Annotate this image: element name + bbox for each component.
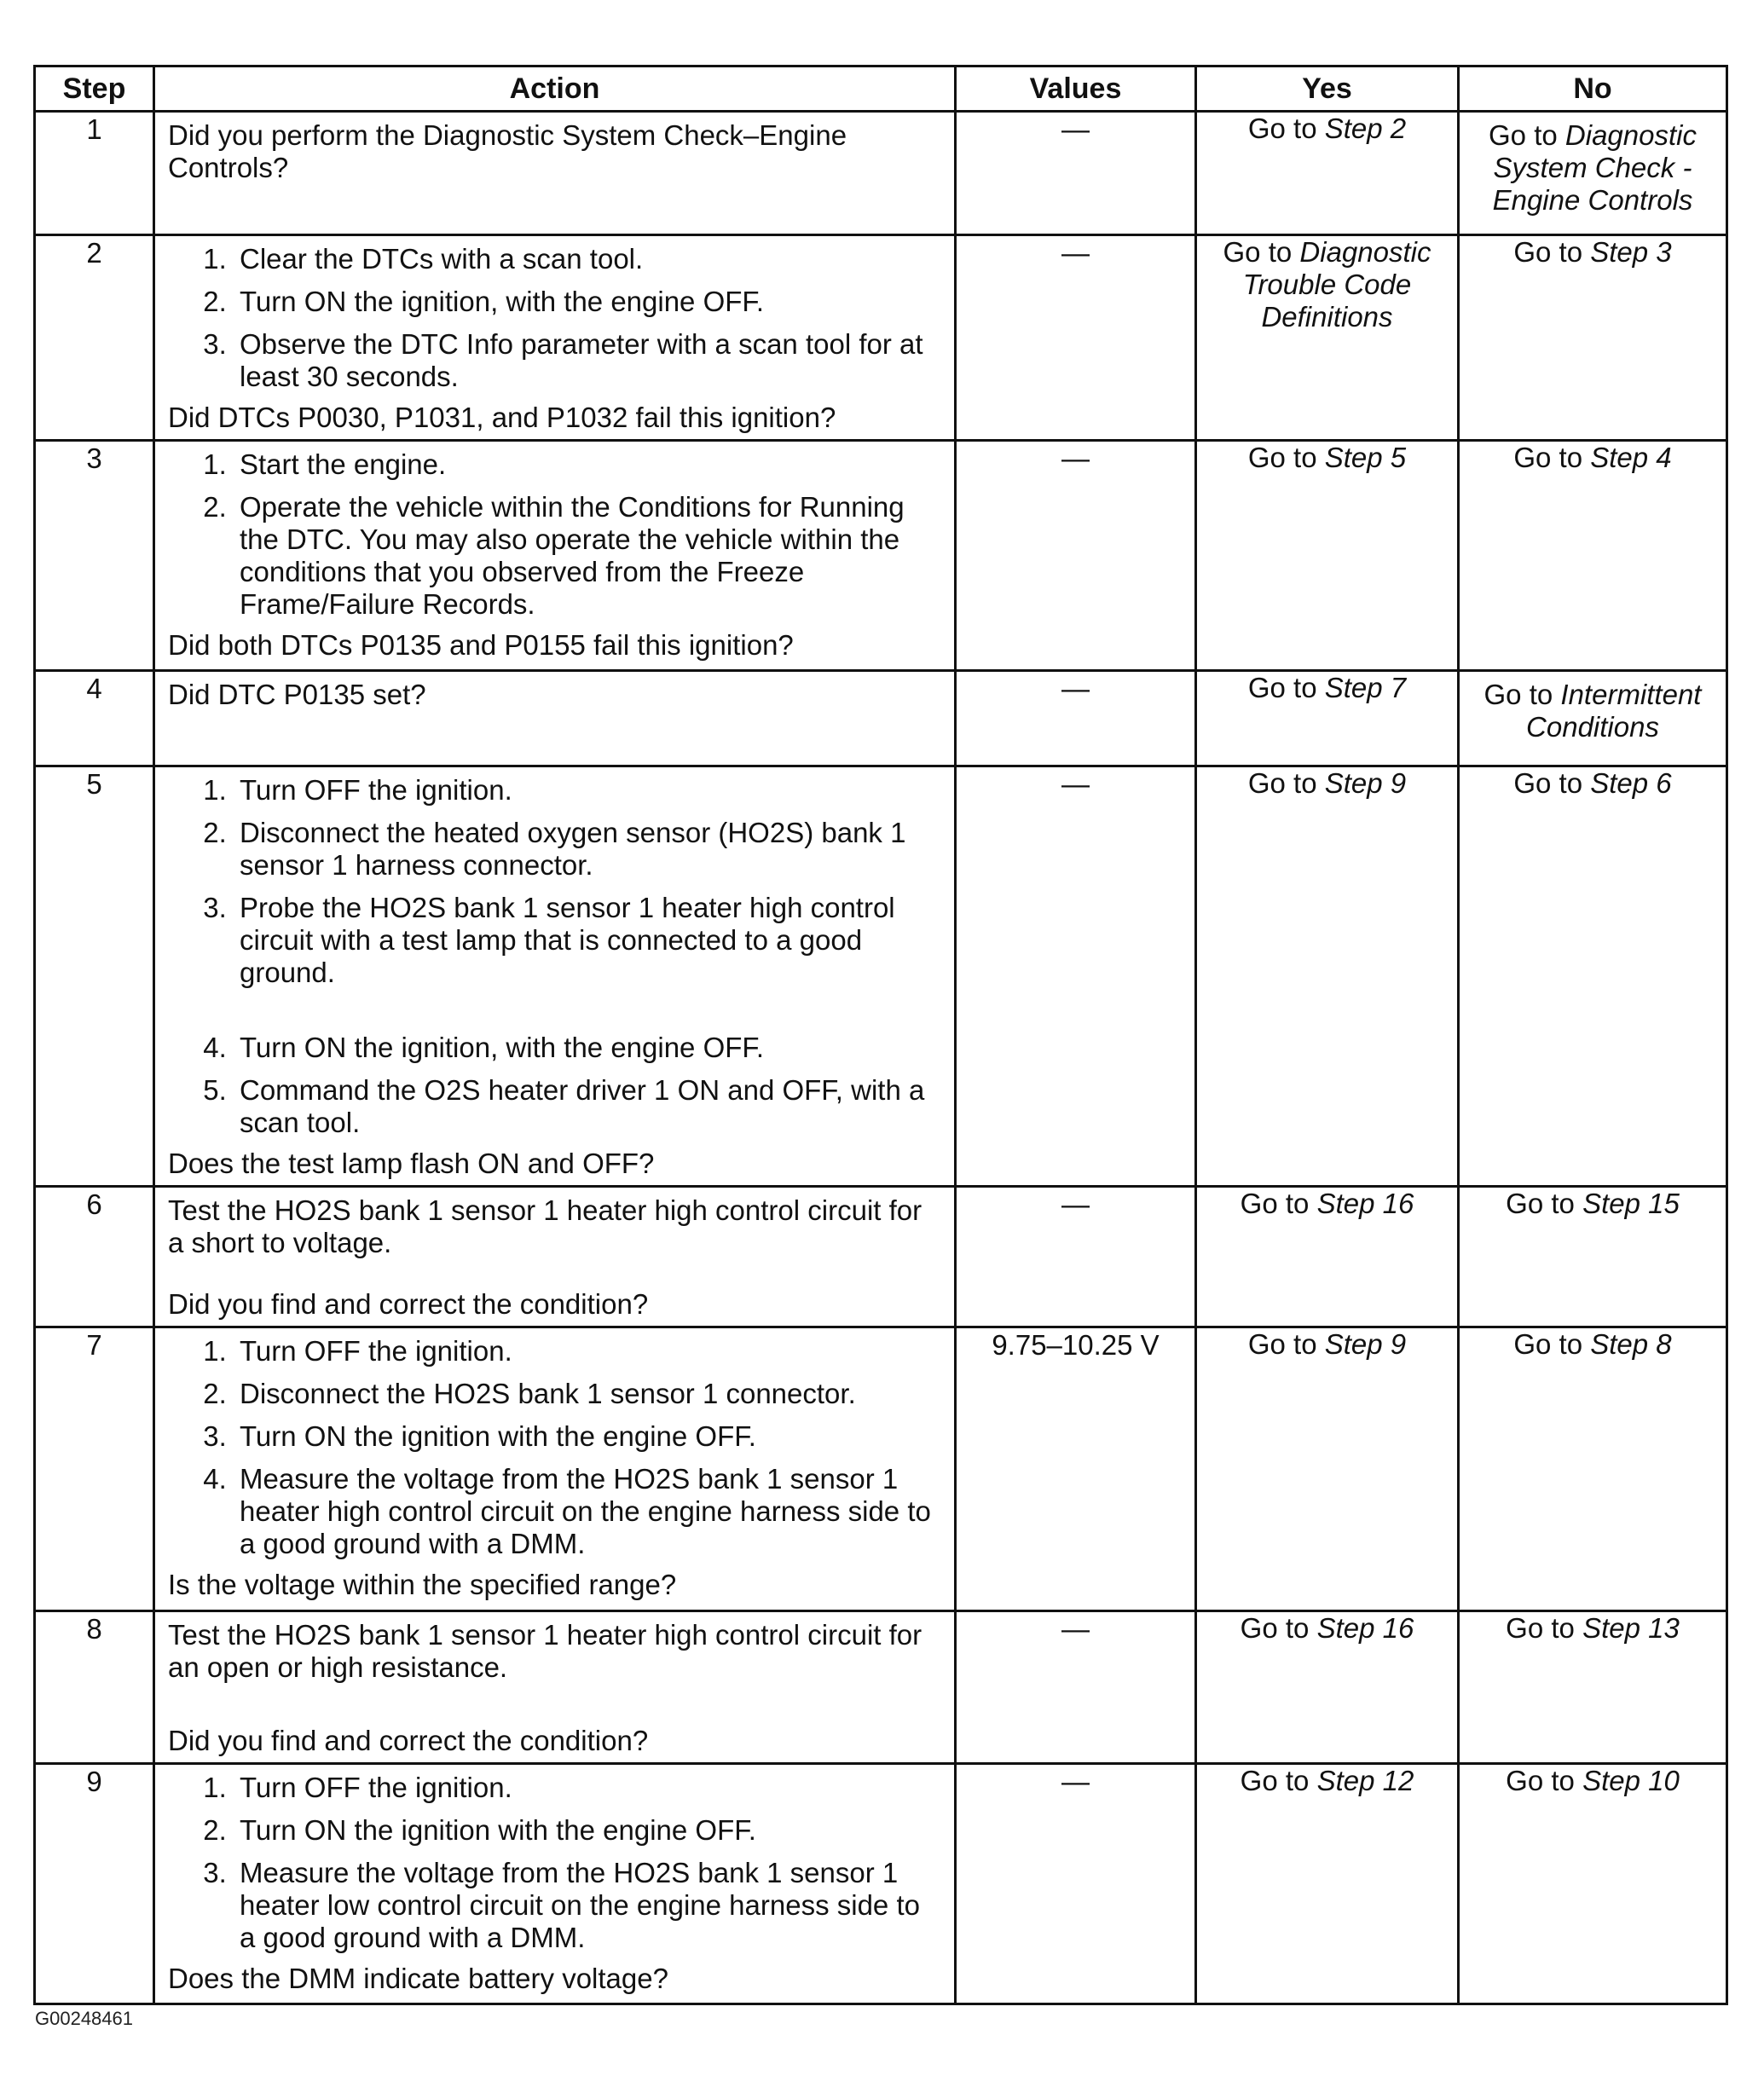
action-question: Does the test lamp flash ON and OFF? <box>168 1148 655 1179</box>
step-number: 4 <box>35 671 154 766</box>
action-cell <box>154 671 956 766</box>
step-link[interactable]: Step 16 <box>1316 1188 1414 1219</box>
substep-item: 1. Turn OFF the ignition. <box>234 774 942 807</box>
table-row <box>35 1764 1727 2004</box>
substep-item: 5. Command the O2S heater driver 1 ON and OFF, with a scan tool. <box>234 1074 942 1139</box>
header-step: Step <box>35 66 154 112</box>
go-to-prefix: Go to <box>1247 767 1325 799</box>
action-cell <box>154 441 956 671</box>
procedure-link[interactable]: Intermittent Conditions <box>1526 679 1702 743</box>
table-header-row <box>35 66 1727 112</box>
action-question: Did you find and correct the condition? <box>168 1725 649 1756</box>
yes-cell[interactable] <box>1196 1187 1459 1327</box>
substep-item: 2. Disconnect the HO2S bank 1 sensor 1 connector. <box>234 1378 942 1410</box>
step-link[interactable]: Step 2 <box>1324 113 1407 144</box>
step-number: 7 <box>35 1327 154 1611</box>
substep-item: 3. Observe the DTC Info parameter with a scan tool for at least 30 seconds. <box>234 328 942 393</box>
substep-item: 2. Turn ON the ignition, with the engine OFF. <box>234 286 942 318</box>
table-row <box>35 441 1727 671</box>
yes-cell[interactable] <box>1196 766 1459 1187</box>
yes-cell[interactable] <box>1196 441 1459 671</box>
go-to-prefix: Go to <box>1247 113 1325 144</box>
substep-item: 1. Turn OFF the ignition. <box>234 1335 942 1368</box>
substep-item: 2. Turn ON the ignition with the engine OFF. <box>234 1814 942 1847</box>
header-action: Action <box>154 66 956 112</box>
step-link[interactable]: Step 16 <box>1316 1612 1414 1644</box>
substep-item: 1. Clear the DTCs with a scan tool. <box>234 243 942 275</box>
substep-item: 2. Disconnect the heated oxygen sensor (HO2S) bank 1 sensor 1 harness connector. <box>234 817 942 882</box>
no-cell[interactable] <box>1459 1764 1727 2004</box>
substep-item: 3. Probe the HO2S bank 1 sensor 1 heater high control circuit with a test lamp that is connected to a good ground. <box>234 892 942 989</box>
yes-cell[interactable] <box>1196 1327 1459 1611</box>
values-cell: — <box>956 1611 1196 1764</box>
yes-cell[interactable] <box>1196 112 1459 235</box>
values-cell: 9.75–10.25 V <box>956 1327 1196 1611</box>
substep-list <box>168 243 942 393</box>
no-cell[interactable] <box>1459 1187 1727 1327</box>
go-to-prefix: Go to <box>1240 1188 1317 1219</box>
action-cell <box>154 1187 956 1327</box>
figure-id: G00248461 <box>35 2008 133 2029</box>
substep-list <box>168 774 942 1139</box>
no-cell[interactable] <box>1459 441 1727 671</box>
step-number: 1 <box>35 112 154 235</box>
values-cell: — <box>956 441 1196 671</box>
procedure-link[interactable]: Diagnostic Trouble Code Definitions <box>1242 236 1431 332</box>
header-no: No <box>1459 66 1727 112</box>
header-yes: Yes <box>1196 66 1459 112</box>
step-link[interactable]: Step 15 <box>1582 1188 1680 1219</box>
action-cell <box>154 766 956 1187</box>
table-row <box>35 235 1727 441</box>
step-link[interactable]: Step 6 <box>1590 767 1672 799</box>
no-cell[interactable] <box>1459 235 1727 441</box>
substep-item: 4. Turn ON the ignition, with the engine OFF. <box>234 1032 942 1064</box>
go-to-prefix: Go to <box>1506 1188 1583 1219</box>
substep-item: 3. Turn ON the ignition with the engine OFF. <box>234 1420 942 1453</box>
yes-cell[interactable] <box>1196 235 1459 441</box>
substep-list <box>168 448 942 621</box>
substep-item: 3. Measure the voltage from the HO2S bank 1 sensor 1 heater low control circuit on the engine harness side to a good ground with a DMM. <box>234 1857 942 1954</box>
go-to-prefix: Go to <box>1240 1765 1317 1796</box>
go-to-prefix: Go to <box>1247 672 1325 703</box>
step-number: 6 <box>35 1187 154 1327</box>
go-to-prefix: Go to <box>1240 1612 1317 1644</box>
table-row <box>35 1187 1727 1327</box>
table-row <box>35 1611 1727 1764</box>
step-link[interactable]: Step 13 <box>1582 1612 1680 1644</box>
action-question: Is the voltage within the specified range? <box>168 1569 677 1600</box>
step-link[interactable]: Step 12 <box>1316 1765 1414 1796</box>
action-cell <box>154 112 956 235</box>
step-link[interactable]: Step 4 <box>1590 442 1672 473</box>
action-question: Did both DTCs P0135 and P0155 fail this ignition? <box>168 629 794 661</box>
step-number: 5 <box>35 766 154 1187</box>
step-link[interactable]: Step 7 <box>1324 672 1407 703</box>
no-cell[interactable] <box>1459 766 1727 1187</box>
go-to-prefix: Go to <box>1489 119 1565 151</box>
step-number: 8 <box>35 1611 154 1764</box>
step-link[interactable]: Step 9 <box>1324 1328 1407 1360</box>
values-cell: — <box>956 1764 1196 2004</box>
go-to-prefix: Go to <box>1506 1612 1583 1644</box>
go-to-prefix: Go to <box>1223 236 1300 268</box>
action-question: Did you find and correct the condition? <box>168 1288 649 1320</box>
action-cell <box>154 235 956 441</box>
table-row <box>35 1327 1727 1611</box>
action-instruction: Test the HO2S bank 1 sensor 1 heater high control circuit for an open or high resistance. <box>168 1619 922 1683</box>
step-link[interactable]: Step 5 <box>1324 442 1407 473</box>
go-to-prefix: Go to <box>1247 1328 1325 1360</box>
yes-cell[interactable] <box>1196 671 1459 766</box>
go-to-prefix: Go to <box>1513 1328 1591 1360</box>
header-values: Values <box>956 66 1196 112</box>
go-to-prefix: Go to <box>1513 767 1591 799</box>
values-cell: — <box>956 112 1196 235</box>
step-link[interactable]: Step 9 <box>1324 767 1407 799</box>
values-cell: — <box>956 766 1196 1187</box>
go-to-prefix: Go to <box>1513 236 1591 268</box>
go-to-prefix: Go to <box>1506 1765 1583 1796</box>
action-question: Did you perform the Diagnostic System Check–Engine Controls? <box>168 119 847 183</box>
action-question: Did DTC P0135 set? <box>168 679 426 710</box>
substep-item: 1. Turn OFF the ignition. <box>234 1772 942 1804</box>
go-to-prefix: Go to <box>1513 442 1591 473</box>
values-cell: — <box>956 1187 1196 1327</box>
step-number: 9 <box>35 1764 154 2004</box>
procedure-link[interactable]: Diagnostic System Check - Engine Controls <box>1492 119 1697 216</box>
step-number: 3 <box>35 441 154 671</box>
no-cell[interactable] <box>1459 1327 1727 1611</box>
action-cell <box>154 1611 956 1764</box>
substep-list <box>168 1772 942 1954</box>
action-cell <box>154 1764 956 2004</box>
action-question: Did DTCs P0030, P1031, and P1032 fail this ignition? <box>168 402 836 433</box>
step-link[interactable]: Step 3 <box>1590 236 1672 268</box>
table-row <box>35 766 1727 1187</box>
values-cell: — <box>956 671 1196 766</box>
action-question: Does the DMM indicate battery voltage? <box>168 1963 668 1994</box>
no-cell[interactable] <box>1459 112 1727 235</box>
yes-cell[interactable] <box>1196 1611 1459 1764</box>
step-link[interactable]: Step 8 <box>1590 1328 1672 1360</box>
step-number: 2 <box>35 235 154 441</box>
substep-list <box>168 1335 942 1560</box>
go-to-prefix: Go to <box>1483 679 1561 710</box>
substep-item: 4. Measure the voltage from the HO2S bank 1 sensor 1 heater high control circuit on the engine harness side to a good ground with a DMM. <box>234 1463 942 1560</box>
substep-item: 2. Operate the vehicle within the Conditions for Running the DTC. You may also operate the vehicle within the conditions that you observed from the Freeze Frame/Failure Records. <box>234 491 942 621</box>
diagnostic-table <box>33 65 1728 2005</box>
table-row <box>35 112 1727 235</box>
table-row <box>35 671 1727 766</box>
action-cell <box>154 1327 956 1611</box>
substep-item: 1. Start the engine. <box>234 448 942 481</box>
action-instruction: Test the HO2S bank 1 sensor 1 heater high control circuit for a short to voltage. <box>168 1194 922 1258</box>
step-link[interactable]: Step 10 <box>1582 1765 1680 1796</box>
yes-cell[interactable] <box>1196 1764 1459 2004</box>
no-cell[interactable] <box>1459 1611 1727 1764</box>
values-cell: — <box>956 235 1196 441</box>
no-cell[interactable] <box>1459 671 1727 766</box>
go-to-prefix: Go to <box>1247 442 1325 473</box>
